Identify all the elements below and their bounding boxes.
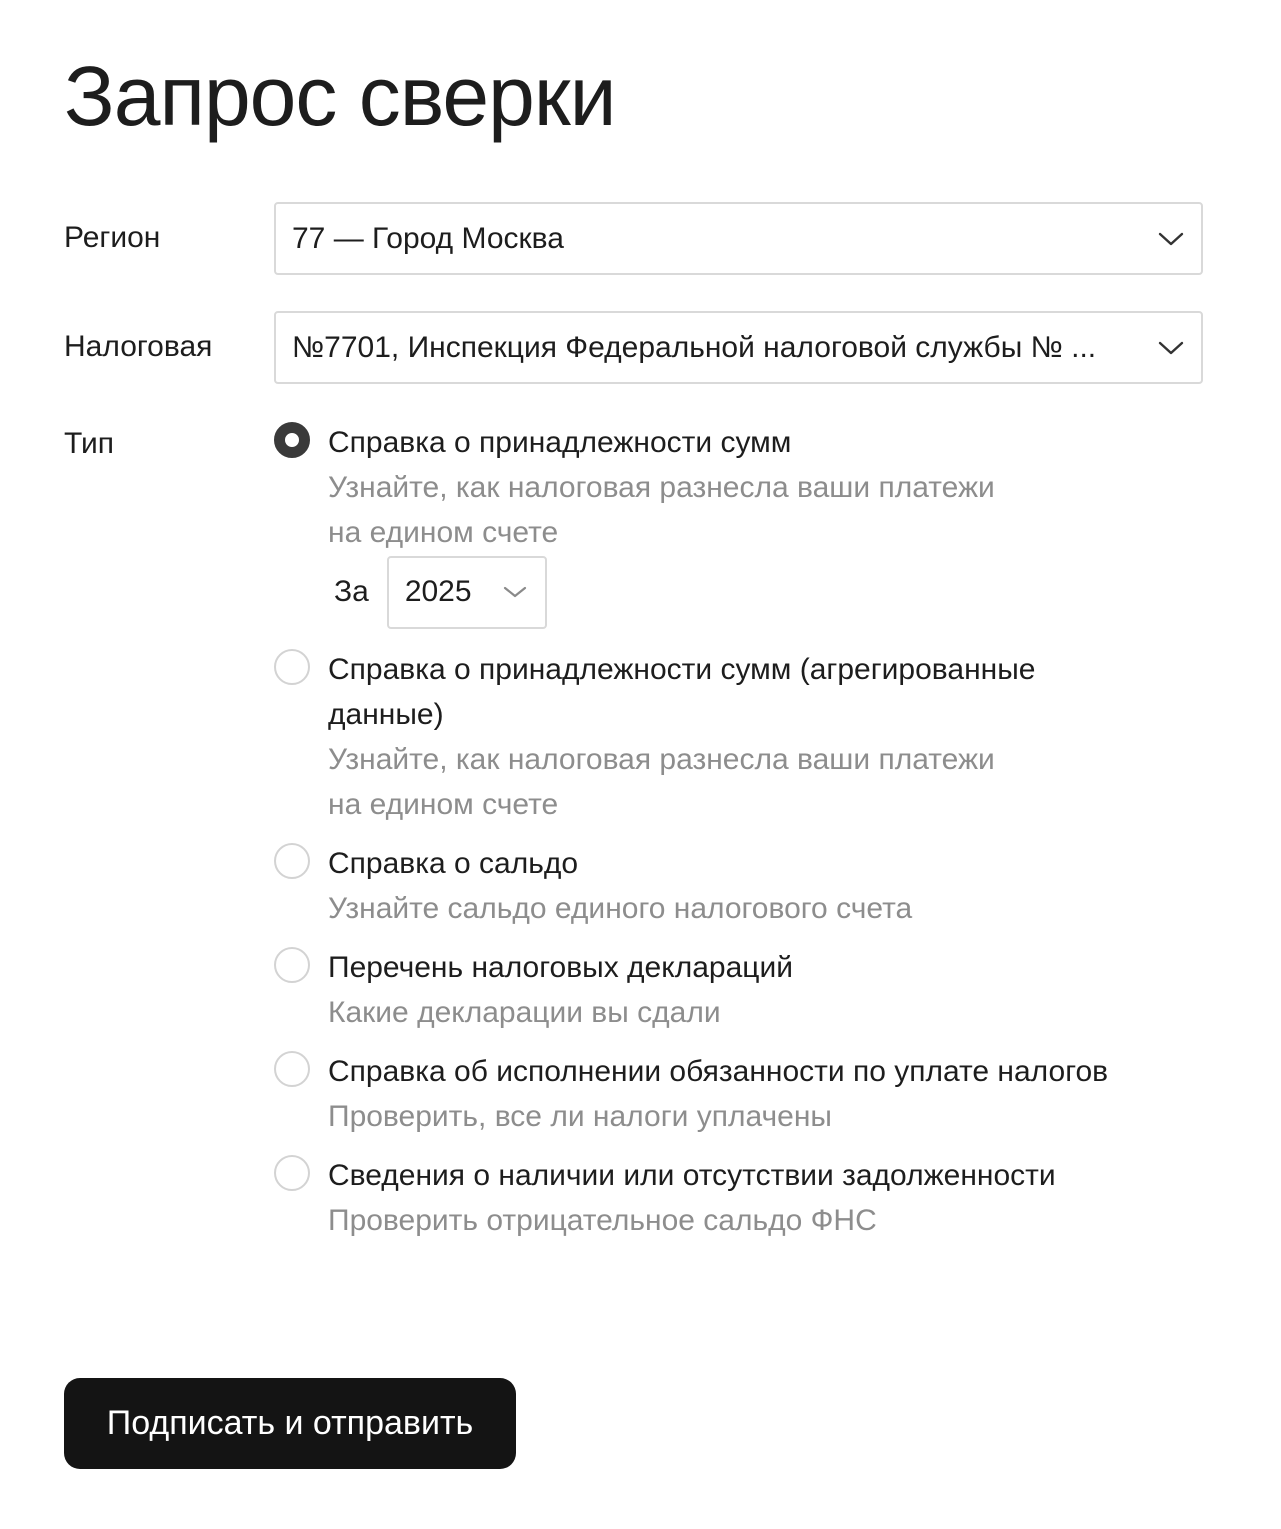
type-option-amounts-ownership[interactable] [274,420,1194,629]
page-title: Запрос сверки [64,49,616,143]
option-title: Перечень налоговых деклараций [328,951,793,984]
option-title: Справка об исполнении обязанности по уплате налогов [328,1055,1109,1088]
region-select[interactable] [274,202,1203,275]
radio-unchecked[interactable] [274,947,310,983]
chevron-down-icon [501,578,529,606]
option-description: Узнайте, как налоговая разнесла ваши платежи [328,743,995,776]
type-option-amounts-aggregated[interactable] [274,647,1194,827]
radio-unchecked[interactable] [274,1051,310,1087]
chevron-down-icon [1157,225,1185,253]
tax-office-select[interactable] [274,311,1203,384]
option-title: Сведения о наличии или отсутствии задолженности [328,1159,1056,1192]
region-label: Регион [64,221,161,254]
option-description: на едином счете [328,788,559,821]
type-label: Тип [64,427,115,460]
type-radio-group [274,424,1194,1261]
option-description: Узнайте сальдо единого налогового счета [328,892,913,925]
tax-office-label: Налоговая [64,330,213,363]
type-option-debt-status[interactable] [274,1153,1194,1243]
type-option-balance[interactable] [274,841,1194,931]
radio-unchecked[interactable] [274,649,310,685]
option-description: Узнайте, как налоговая разнесла ваши платежи [328,471,995,504]
year-select[interactable] [387,556,547,629]
option-description: Какие декларации вы сдали [328,996,721,1029]
tax-office-select-value: №7701, Инспекция Федеральной налоговой службы № ... [292,330,1097,364]
year-row [334,555,1194,629]
type-option-tax-obligation[interactable] [274,1049,1194,1139]
radio-checked[interactable] [274,422,310,458]
option-title: Справка о принадлежности сумм (агрегированные [328,653,1036,686]
year-select-value: 2025 [404,575,472,608]
option-title: Справка о принадлежности сумм [328,426,792,459]
chevron-down-icon [1157,334,1185,362]
option-description: Проверить, все ли налоги уплачены [328,1100,832,1133]
region-select-value: 77 — Город Москва [292,221,564,255]
radio-unchecked[interactable] [274,1155,310,1191]
radio-unchecked[interactable] [274,843,310,879]
sign-and-send-button[interactable]: Подписать и отправить [64,1378,516,1469]
option-description: на едином счете [328,516,559,549]
year-prefix-label: За [334,575,369,608]
option-description: Проверить отрицательное сальдо ФНС [328,1204,877,1237]
type-option-declarations[interactable] [274,945,1194,1035]
option-title: Справка о сальдо [328,847,579,880]
option-title-continued: данные) [328,698,444,731]
